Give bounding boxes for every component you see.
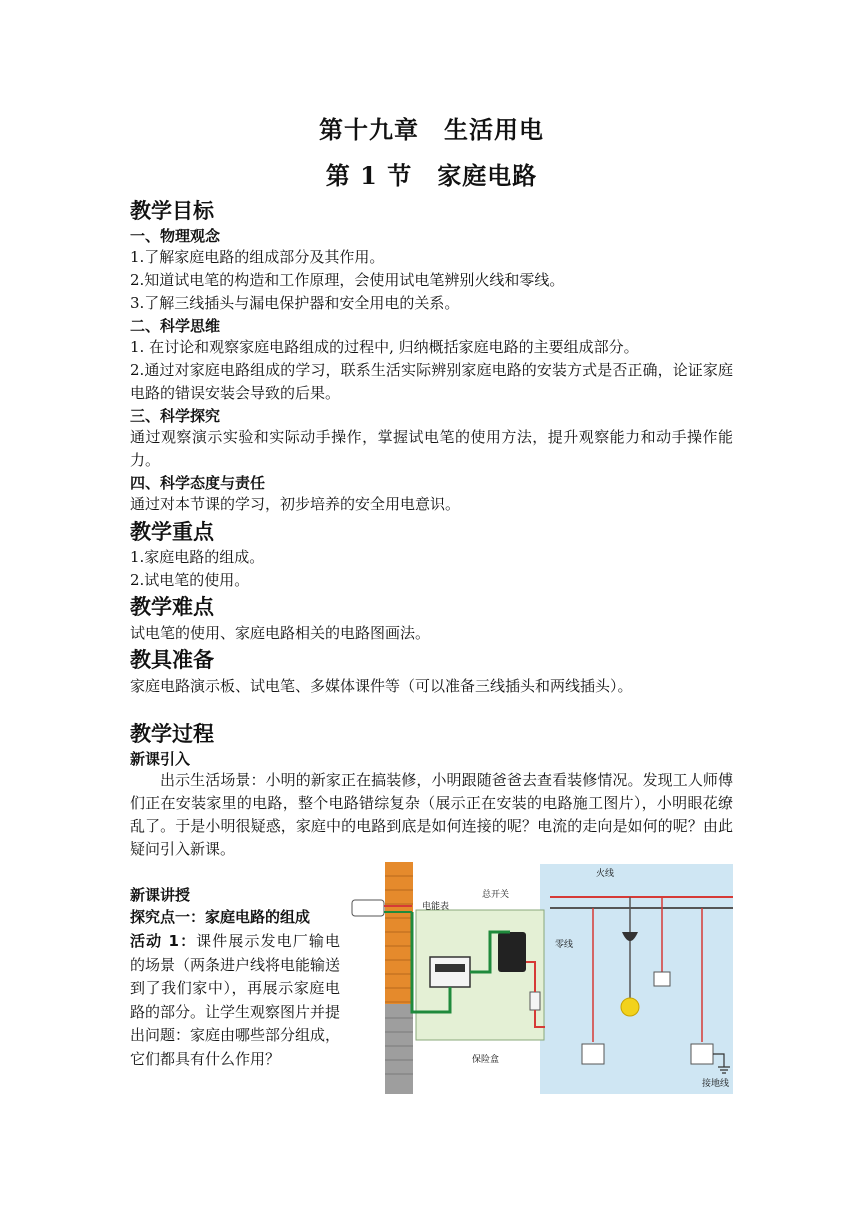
goal-item: 2.通过对家庭电路组成的学习，联系生活实际辨别家庭电路的安装方式是否正确，论证家庭电路的错误安装会导致的后果。 xyxy=(130,361,733,402)
process-heading: 教学过程 xyxy=(130,722,214,746)
three-pin-socket-icon xyxy=(691,1044,713,1064)
tools-text: 家庭电路演示板、试电笔、多媒体课件等（可以准备三线插头和两线插头）。 xyxy=(130,677,633,695)
physics-concept-heading: 一、物理观念 xyxy=(130,227,221,245)
two-pin-socket-icon xyxy=(582,1044,604,1064)
intro-heading: 新课引入 xyxy=(130,750,191,768)
science-thinking-heading: 二、科学思维 xyxy=(130,317,221,335)
intro-text: 出示生活场景：小明的新家正在搞装修，小明跟随爸爸去查看装修情况。发现工人师傅们正在安装家里的电路，整个电路错综复杂（展示正在安装的电路施工图片），小明眼花缭乱了。于是小明很疑惑，家庭中的电路到底是如何连接的呢？电流的走向是如何的呢？由此疑问引入新课。 xyxy=(130,771,733,858)
label-ground-wire: 接地线 xyxy=(702,1078,730,1088)
inquiry-point-heading: 探究点一：家庭电路的组成 xyxy=(130,908,311,926)
label-live-wire: 火线 xyxy=(596,868,615,878)
section-title: 第 1 节 家庭电路 xyxy=(325,161,538,190)
goal-text: 通过对本节课的学习，初步培养的安全用电意识。 xyxy=(130,495,461,513)
label-neutral-wire: 零线 xyxy=(555,939,574,949)
goal-item: 2.知道试电笔的构造和工作原理，会使用试电笔辨别火线和零线。 xyxy=(130,271,565,289)
key-point-item: 1.家庭电路的组成。 xyxy=(130,548,265,566)
goal-text: 通过观察演示实验和实际动手操作，掌握试电笔的使用方法，提升观察能力和动手操作能力。 xyxy=(130,428,733,469)
chapter-title: 第十九章 生活用电 xyxy=(319,115,544,144)
main-switch-icon xyxy=(498,932,526,972)
difficulties-heading: 教学难点 xyxy=(130,595,214,619)
household-circuit-diagram xyxy=(350,862,733,1094)
goals-heading: 教学目标 xyxy=(130,199,214,223)
light-bulb-icon xyxy=(621,998,639,1016)
activity-label: 活动 1： xyxy=(130,932,197,950)
light-switch-icon xyxy=(654,972,670,986)
activity-text: 课件展示发电厂输电的场景（两条进户线将电能输送到了我们家中），再展示家庭电路的部分。让学生观察图片并提出问题：家庭由哪些部分组成，它们都具有什么作用？ xyxy=(130,932,341,1068)
difficulties-text: 试电笔的使用、家庭电路相关的电路图画法。 xyxy=(130,624,431,642)
key-points-heading: 教学重点 xyxy=(130,520,214,544)
goal-item: 1.了解家庭电路的组成部分及其作用。 xyxy=(130,248,385,266)
key-point-item: 2.试电笔的使用。 xyxy=(130,571,250,589)
goal-item: 3.了解三线插头与漏电保护器和安全用电的关系。 xyxy=(130,294,460,312)
insulator-icon xyxy=(352,900,384,916)
fuse-icon xyxy=(530,992,540,1010)
label-meter: 电能表 xyxy=(422,901,450,911)
goal-item: 1. 在讨论和观察家庭电路组成的过程中, 归纳概括家庭电路的主要组成部分。 xyxy=(130,338,639,356)
lecture-heading: 新课讲授 xyxy=(130,886,191,904)
label-fuse-box: 保险盒 xyxy=(472,1054,500,1064)
tools-heading: 教具准备 xyxy=(130,648,214,672)
meter-display xyxy=(435,964,465,972)
label-main-switch: 总开关 xyxy=(482,889,510,899)
attitude-heading: 四、科学态度与责任 xyxy=(130,474,266,492)
activity-paragraph xyxy=(130,930,340,1071)
science-inquiry-heading: 三、科学探究 xyxy=(130,407,221,425)
